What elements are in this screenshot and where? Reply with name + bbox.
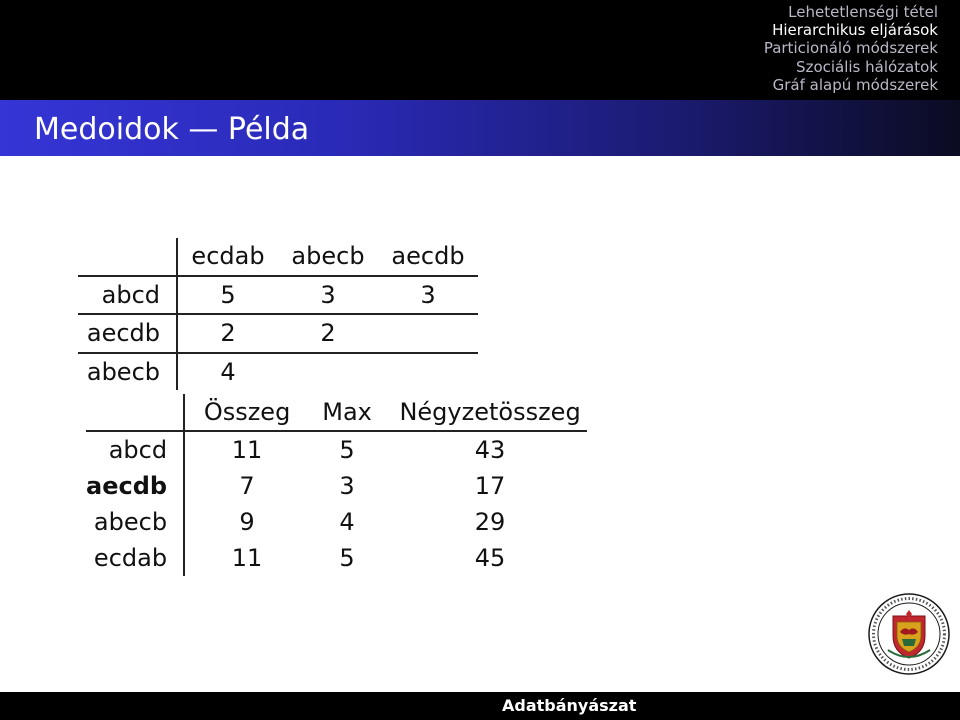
- nav-left-panel: [0, 0, 480, 100]
- table-cell: 4: [220, 357, 236, 386]
- table-cell: 11: [231, 436, 263, 464]
- nav-item-hierarchikus[interactable]: Hierarchikus eljárások: [772, 21, 938, 40]
- table-cell: 2: [278, 314, 378, 353]
- column-header: Összeg: [184, 394, 301, 431]
- row-label: aecdb: [78, 314, 177, 353]
- corner-cell: [86, 394, 184, 431]
- table-cell: 5: [339, 436, 355, 464]
- table-row: [78, 276, 478, 315]
- table-row: [86, 540, 587, 576]
- table-row: [78, 353, 478, 391]
- table-cell: [278, 353, 378, 391]
- footer-title: Adatbányászat: [502, 696, 637, 715]
- corner-cell: [78, 238, 177, 276]
- column-header: Négyzetösszeg: [393, 394, 587, 431]
- table-cell: 45: [474, 544, 506, 572]
- table-cell: 4: [339, 508, 355, 536]
- row-label-bold: aecdb: [86, 468, 184, 504]
- summary-table-header: [86, 394, 587, 431]
- navigation-bar: [0, 0, 960, 100]
- table-cell: [378, 314, 478, 353]
- table-row-highlighted: [86, 468, 587, 504]
- nav-item-szocialis[interactable]: Szociális hálózatok: [796, 57, 938, 76]
- nav-right-panel: [480, 0, 960, 100]
- table-cell: 2: [177, 314, 278, 353]
- table-cell: 9: [239, 508, 255, 536]
- nav-item-graf[interactable]: Gráf alapú módszerek: [772, 75, 938, 94]
- table-cell: 5: [339, 544, 355, 572]
- table-cell: [378, 353, 478, 391]
- frame-title: Medoidok — Példa: [34, 112, 310, 147]
- table-row: [78, 314, 478, 353]
- table-cell: 29: [474, 508, 506, 536]
- row-label: abcd: [86, 431, 184, 468]
- frame-title-bar: [0, 100, 960, 156]
- table-cell: 3: [278, 276, 378, 315]
- section-nav-list: [764, 3, 938, 94]
- row-label: abecb: [78, 353, 177, 391]
- summary-table: [86, 394, 587, 576]
- column-header: Max: [301, 394, 393, 431]
- distance-table: [78, 238, 478, 390]
- row-label: abecb: [86, 504, 184, 540]
- table-cell: 7: [239, 472, 255, 500]
- row-label: abcd: [78, 276, 177, 315]
- footer-bar: [0, 692, 960, 720]
- table-cell: 11: [231, 544, 263, 572]
- nav-item-lehetetlensegi[interactable]: Lehetetlenségi tétel: [788, 3, 938, 21]
- table-cell: 3: [378, 276, 478, 315]
- table-cell: 3: [339, 472, 355, 500]
- nav-item-particionalo[interactable]: Particionáló módszerek: [763, 39, 938, 58]
- table-row: [86, 504, 587, 540]
- row-label: ecdab: [86, 540, 184, 576]
- table-cell: 17: [474, 472, 506, 500]
- university-seal-icon: [864, 592, 954, 676]
- table-cell: 5: [177, 276, 278, 315]
- table-row: [86, 431, 587, 468]
- distance-table-header: [78, 238, 478, 276]
- column-header: aecdb: [378, 238, 478, 276]
- column-header: abecb: [278, 238, 378, 276]
- table-cell: 43: [474, 436, 506, 464]
- column-header: ecdab: [177, 238, 278, 276]
